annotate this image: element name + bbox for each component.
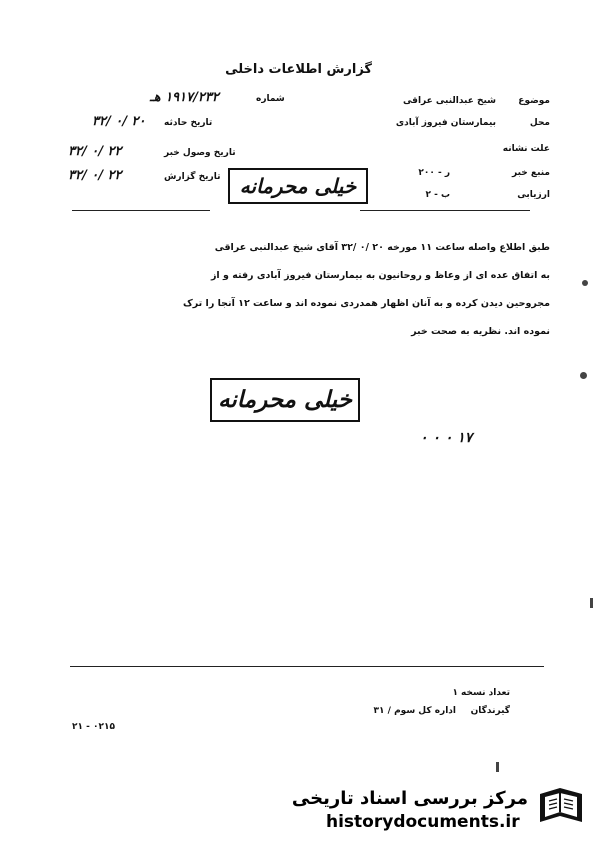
received-date-value: ۲۲ /۰ /۳۲ <box>68 144 122 159</box>
body-line: مجروحین دیدن کرده و به آنان اظهار همدردی نموده اند و ساعت ۱۲ آنجا را ترک <box>183 298 550 309</box>
incident-date-label: تاریخ حادثه <box>164 118 213 128</box>
source-value: ر - ۲۰۰ <box>418 168 450 178</box>
handwritten-note: ۱۷ ۰ ۰ ۰ <box>420 430 473 446</box>
body-line: طبق اطلاع واصله ساعت ۱۱ مورخه ۲۰ /۰ /۳۲ آقای شیخ عبدالنبی عراقی <box>214 242 550 253</box>
confidential-stamp-top: خیلی محرمانه <box>228 168 368 204</box>
copies-value: ۱ <box>452 688 458 698</box>
number-label: شماره <box>256 94 285 104</box>
recipients-value: اداره کل سوم / ۳۱ <box>373 706 456 716</box>
copies-label: تعداد نسخه <box>461 688 510 698</box>
watermark-title: مرکز بررسی اسناد تاریخی <box>291 788 528 809</box>
margin-mark <box>580 372 587 379</box>
margin-mark <box>590 598 593 608</box>
location-label: محل <box>529 118 550 128</box>
recipients-label: گیرندگان <box>470 706 510 716</box>
incident-date-value: ۲۰ /۰ /۳۲ <box>92 114 146 129</box>
body-line: نموده اند. نظریه به صحت خبر <box>411 326 550 337</box>
header-rule-right <box>360 210 530 211</box>
header-rule-left <box>72 210 210 211</box>
number-value: ۱۹۱۷/۲۳۲ هـ <box>150 90 219 105</box>
source-label: منبع خبر <box>512 168 550 178</box>
footer-rule <box>70 666 544 667</box>
evaluation-value: ب - ۲ <box>425 190 450 200</box>
report-date-label: تاریخ گزارش <box>164 172 221 182</box>
subject-value: شیخ عبدالنبی عراقی <box>402 96 496 106</box>
document-code: ۰۲۱۵ - ۲۱ <box>72 722 115 732</box>
report-date-value: ۲۲ /۰ /۳۲ <box>68 168 122 183</box>
received-date-label: تاریخ وصول خبر <box>164 148 236 158</box>
margin-mark <box>582 280 588 286</box>
location-value: بیمارستان فیروز آبادی <box>395 118 496 128</box>
body-line: به اتفاق عده ای از وعاظ و روحانیون به بیمارستان فیروز آبادی رفته و از <box>210 270 550 281</box>
book-logo-icon <box>536 784 586 828</box>
watermark-url: historydocuments.ir <box>326 812 520 832</box>
margin-mark <box>496 762 499 772</box>
evaluation-label: ارزیابی <box>517 190 550 200</box>
reason-label: علت نشانه <box>502 144 550 154</box>
page-title: گزارش اطلاعات داخلی <box>225 62 372 77</box>
confidential-stamp-middle: خیلی محرمانه <box>210 378 360 422</box>
subject-label: موضوع <box>518 96 550 106</box>
